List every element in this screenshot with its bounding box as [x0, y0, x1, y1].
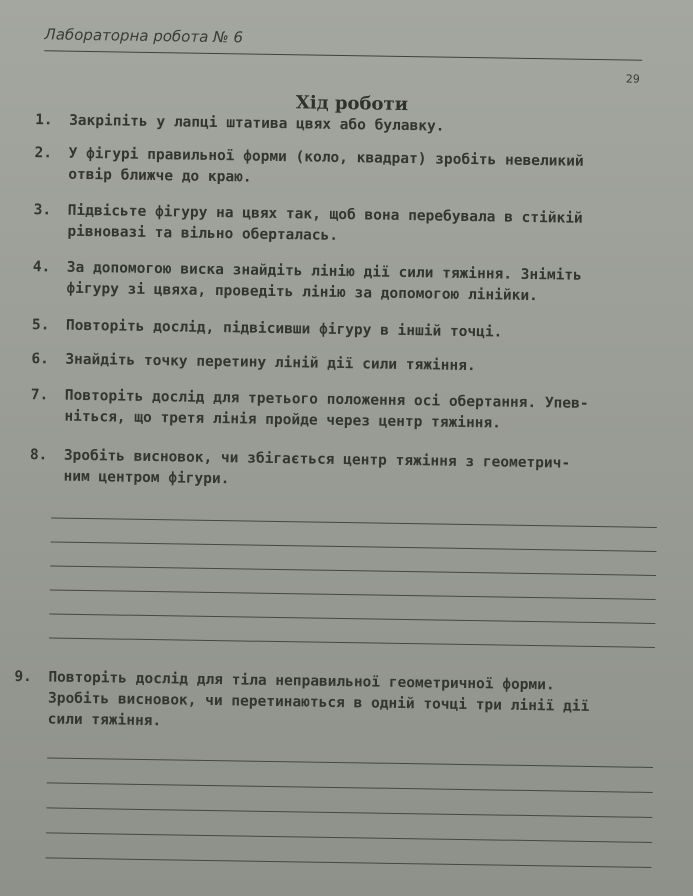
step-item-7 — [30, 385, 643, 437]
step-item-4 — [32, 257, 645, 309]
step-number: 6. — [31, 351, 49, 368]
step-text-line: фігуру зі цвяха, проведіть лінію за допомогою лінійки. — [66, 280, 538, 305]
step-item-3 — [33, 200, 646, 252]
answer-line — [46, 857, 652, 868]
answer-line — [47, 782, 653, 793]
answer-line — [49, 637, 655, 648]
step-number: 7. — [30, 387, 49, 404]
step-item-6 — [31, 349, 643, 380]
answer-line — [46, 832, 652, 843]
step-text-line: сили тяжіння. — [47, 711, 162, 730]
step-item-5 — [32, 315, 644, 346]
step-text-line: отвір ближче до краю. — [68, 166, 252, 186]
step-number: 5. — [31, 317, 50, 334]
page-number: 29 — [625, 72, 640, 86]
step-text-line: Зробіть висновок, чи перетинаються в одній точці три лінії дії — [47, 690, 590, 715]
answer-line — [49, 613, 655, 624]
step-number: 9. — [14, 668, 32, 686]
section-title: Хід роботи — [295, 92, 409, 116]
step-number: 4. — [32, 259, 51, 276]
answer-line — [51, 517, 657, 528]
step-text-line: Закріпіть у лапці штатива цвях або булавку. — [69, 112, 445, 135]
step-text-line: Підвісьте фігуру на цвях так, щоб вона перебувала в стійкій — [67, 202, 583, 227]
step-number: 2. — [34, 145, 53, 162]
step-text-line: ним центром фігури. — [63, 468, 230, 488]
step-text-line: Зробіть висновок, чи збігається центр тяжіння з геометрич- — [63, 447, 571, 472]
answer-line — [50, 565, 656, 576]
lab-work-title: Лабораторна робота № 6 — [44, 25, 244, 47]
step-number: 8. — [29, 447, 48, 464]
step-item-8 — [29, 445, 642, 497]
step-text-line: рівновазі та вільно оберталась. — [67, 223, 339, 244]
step-text-line: ніться, що третя лінія пройде через центр тяжіння. — [64, 408, 502, 432]
step-text-line: Знайдіть точку перетину ліній дії сили тяжіння. — [65, 351, 476, 375]
answer-line — [47, 757, 653, 768]
step-text-line: За допомогою виска знайдіть лінію дії сили тяжіння. Зніміть — [66, 259, 582, 284]
step-number: 3. — [33, 202, 52, 219]
answer-line — [51, 541, 657, 552]
step-number: 1. — [35, 112, 53, 129]
step-text-line: Повторіть дослід, підвісивши фігуру в іншій точці. — [65, 317, 503, 341]
answer-line — [46, 807, 652, 818]
step-item-2 — [34, 143, 647, 195]
step-item-9 — [14, 667, 627, 740]
step-text-line: У фігурі правильної форми (коло, квадрат) зробіть невеликий — [68, 145, 584, 170]
step-text-line: Повторіть дослід для третього положення осі обертання. Упев- — [64, 387, 589, 412]
header-rule — [44, 50, 642, 60]
answer-line — [50, 589, 656, 600]
step-text-line: Повторіть дослід для тіла неправильної геометричної форми. — [48, 669, 555, 694]
